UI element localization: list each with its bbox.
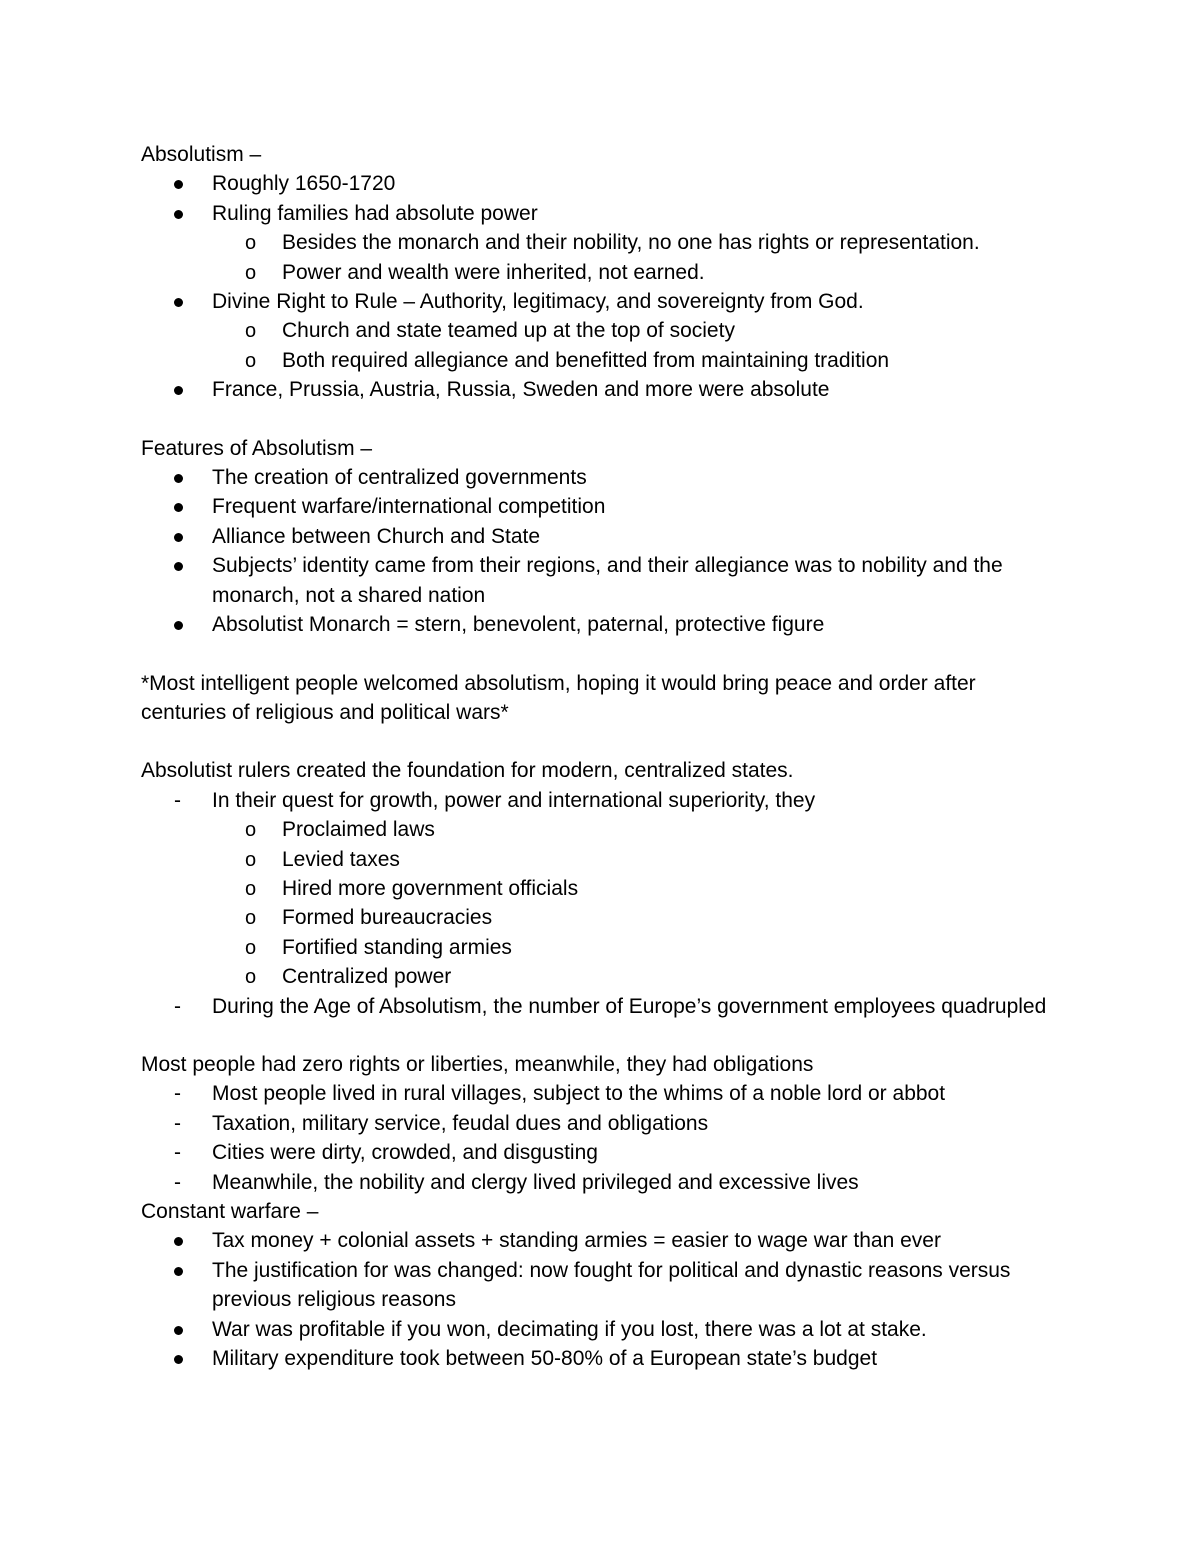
sub-list-item-text: Church and state teamed up at the top of society xyxy=(282,319,735,343)
dash-icon: - xyxy=(174,1141,181,1165)
spacer xyxy=(141,405,1061,434)
sub-list-item-text: Centralized power xyxy=(282,965,452,989)
list-item-text: Divine Right to Rule – Authority, legitimacy, and sovereignty from God. xyxy=(212,290,864,314)
sub-list-item-text: Formed bureaucracies xyxy=(282,906,493,930)
dash-icon: - xyxy=(174,1082,181,1106)
spacer xyxy=(141,727,1061,756)
list-item-text: Taxation, military service, feudal dues and obligations xyxy=(212,1111,709,1135)
sub-list-item-text: Hired more government officials xyxy=(282,876,579,900)
sub-list-item xyxy=(141,228,1061,257)
list-item-text: In their quest for growth, power and international superiority, they xyxy=(212,788,816,812)
list-item xyxy=(141,1168,1061,1197)
sub-list-item-text: Proclaimed laws xyxy=(282,818,435,842)
sub-list-item xyxy=(141,933,1061,962)
list-item xyxy=(141,199,1061,228)
spacer xyxy=(141,1021,1061,1050)
list-item xyxy=(141,287,1061,316)
sub-list-item xyxy=(141,258,1061,287)
sub-bullet-icon: o xyxy=(245,936,257,959)
list-item-text: The creation of centralized governments xyxy=(212,466,587,490)
sub-bullet-icon: o xyxy=(245,966,257,989)
sub-list-item xyxy=(141,845,1061,874)
list-item-text: France, Prussia, Austria, Russia, Sweden and more were absolute xyxy=(212,378,830,402)
sub-bullet-icon: o xyxy=(245,848,257,871)
bullet-icon xyxy=(174,1237,183,1246)
list-item-text: Most people lived in rural villages, subject to the whims of a noble lord or abbot xyxy=(212,1082,946,1106)
list-item xyxy=(141,992,1061,1021)
list-item-text: Meanwhile, the nobility and clergy lived privileged and excessive lives xyxy=(212,1170,859,1194)
list-item xyxy=(141,786,1061,815)
list-item xyxy=(141,551,1061,610)
bullet-icon xyxy=(174,180,183,189)
sub-list-item xyxy=(141,346,1061,375)
list-item-text: War was profitable if you won, decimating if you lost, there was a lot at stake. xyxy=(212,1317,927,1341)
sub-bullet-icon: o xyxy=(245,261,257,284)
list-item-text: Cities were dirty, crowded, and disgusting xyxy=(212,1141,598,1165)
bullet-icon xyxy=(174,503,183,512)
bullet-icon xyxy=(174,562,183,571)
sub-list-item-text: Besides the monarch and their nobility, no one has rights or representation. xyxy=(282,231,980,255)
list-item xyxy=(141,169,1061,198)
sub-list-item-text: Levied taxes xyxy=(282,847,400,871)
list-item xyxy=(141,1226,1061,1255)
sub-bullet-icon: o xyxy=(245,320,257,343)
dash-icon: - xyxy=(174,994,181,1018)
bullet-icon xyxy=(174,298,183,307)
bullet-icon xyxy=(174,533,183,542)
bullet-icon xyxy=(174,1267,183,1276)
bullet-icon xyxy=(174,210,183,219)
sub-bullet-icon: o xyxy=(245,819,257,842)
list-item xyxy=(141,375,1061,404)
note-paragraph: *Most intelligent people welcomed absolutism, hoping it would bring peace and order after centuries of religious and political wars* xyxy=(141,671,976,724)
list-item xyxy=(141,1138,1061,1167)
list-item-text: Ruling families had absolute power xyxy=(212,201,538,225)
list-item-text: Subjects’ identity came from their regions, and their allegiance was to nobility and the monarch, not a shared nation xyxy=(212,554,1003,607)
list-item xyxy=(141,492,1061,521)
sub-list-item xyxy=(141,903,1061,932)
sub-list-item xyxy=(141,815,1061,844)
spacer xyxy=(141,640,1061,669)
list-item-text: Military expenditure took between 50-80% of a European state’s budget xyxy=(212,1347,878,1371)
list-item-text: The justification for was changed: now fought for political and dynastic reasons versus previous religious reasons xyxy=(212,1258,1011,1312)
sub-bullet-icon: o xyxy=(245,877,257,900)
list-item-text: Tax money + colonial assets + standing armies = easier to wage war than ever xyxy=(212,1229,941,1253)
section-heading-warfare: Constant warfare – xyxy=(141,1200,319,1223)
list-item xyxy=(141,1109,1061,1138)
list-item xyxy=(141,1079,1061,1108)
list-item-text: During the Age of Absolutism, the number of Europe’s government employees quadrupled xyxy=(212,994,1047,1018)
dash-icon: - xyxy=(174,1111,181,1135)
list-item xyxy=(141,522,1061,551)
bullet-icon xyxy=(174,1355,183,1364)
bullet-icon xyxy=(174,386,183,395)
sub-list-item-text: Fortified standing armies xyxy=(282,935,512,959)
list-item xyxy=(141,610,1061,639)
list-item xyxy=(141,463,1061,492)
section-heading-foundation: Absolutist rulers created the foundation for modern, centralized states. xyxy=(141,759,794,783)
dash-icon: - xyxy=(174,1170,181,1194)
list-item xyxy=(141,1344,1061,1373)
section-heading-features: Features of Absolutism – xyxy=(141,436,373,460)
document-page xyxy=(141,140,1061,1373)
bullet-icon xyxy=(174,1326,183,1335)
list-item-text: Frequent warfare/international competition xyxy=(212,495,606,519)
list-item-text: Roughly 1650-1720 xyxy=(212,172,396,196)
list-item xyxy=(141,1315,1061,1344)
sub-list-item xyxy=(141,962,1061,991)
list-item-text: Alliance between Church and State xyxy=(212,524,541,548)
sub-list-item xyxy=(141,316,1061,345)
bullet-icon xyxy=(174,621,183,630)
list-item-text: Absolutist Monarch = stern, benevolent, paternal, protective figure xyxy=(212,613,825,637)
sub-list-item-text: Power and wealth were inherited, not earned. xyxy=(282,260,705,284)
sub-bullet-icon: o xyxy=(245,349,257,372)
sub-list-item-text: Both required allegiance and benefitted from maintaining tradition xyxy=(282,348,890,372)
sub-bullet-icon: o xyxy=(245,907,257,930)
bullet-icon xyxy=(174,474,183,483)
sub-list-item xyxy=(141,874,1061,903)
section-heading-rights: Most people had zero rights or liberties, meanwhile, they had obligations xyxy=(141,1052,814,1076)
dash-icon: - xyxy=(174,788,181,812)
sub-bullet-icon: o xyxy=(245,232,257,255)
section-heading-absolutism: Absolutism – xyxy=(141,143,262,166)
list-item xyxy=(141,1256,1061,1315)
